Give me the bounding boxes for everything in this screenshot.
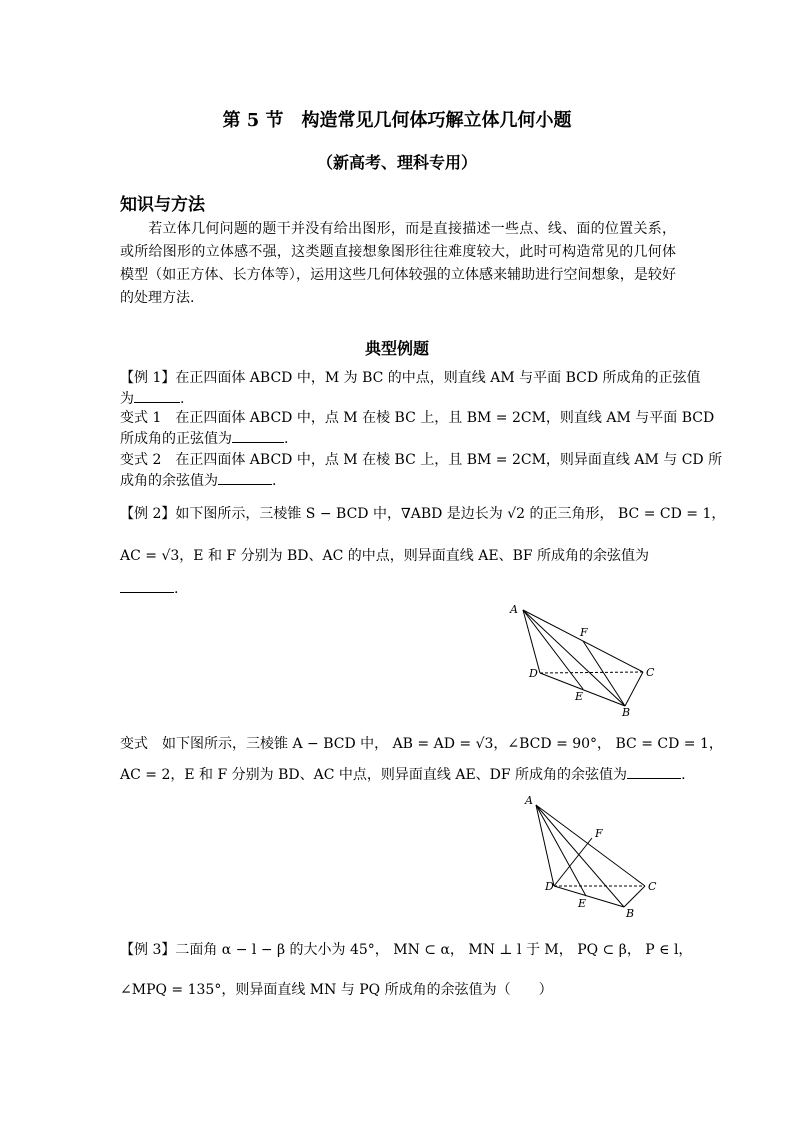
section-heading-examples: 典型例题 [364,339,429,358]
label-D: D [529,667,538,680]
edge-BC [625,672,643,706]
example2-variant-line2: AC = 2，E 和 F 分别为 BD、AC 中点，则异面直线 AE、DF 所成角的余弦值为 . [120,764,686,785]
edge-AE [536,805,586,896]
example2-variant-line2-text: AC = 2，E 和 F 分别为 BD、AC 中点，则异面直线 AE、DF 所成角的余弦值为 [120,767,628,783]
answer-blank [232,428,284,443]
knowledge-paragraph [120,218,676,310]
label-F: F [595,827,603,840]
variant1-line2-text: 所成角的正弦值为 [120,431,232,447]
example2-variant-line1: 变式 如下图所示，三棱锥 A − BCD 中， AB = AD = √3，∠BCD = 90°， BC = CD = 1， [120,736,723,752]
example2-line1: 【例 2】如下图所示，三棱锥 S − BCD 中，∇ABD 是边长为 √2 的正三角形， BC = CD = 1， [120,506,726,522]
edge-AD [523,610,540,673]
label-E: E [575,690,584,703]
label-E: E [578,897,587,910]
label-D: D [545,880,554,893]
section-heading-knowledge: 知识与方法 [120,195,205,215]
edge-DF [554,838,592,886]
pyramid-figure-variant [516,790,666,920]
variant1-line2: 所成角的正弦值为 . [120,428,288,449]
example3-line2: ∠MPQ = 135°，则异面直线 MN 与 PQ 所成角的余弦值为（ ） [120,982,553,998]
edge-DB [554,886,624,907]
label-C: C [648,880,657,893]
variant1-line1: 变式 1 在正四面体 ABCD 中，点 M 在棱 BC 上，且 BM = 2CM，则直线 AM 与平面 BCD [120,410,715,426]
edge-AC [536,805,645,886]
label-A: A [510,603,518,616]
example1-line2-text: 为 [120,391,134,407]
example3-line1: 【例 3】二面角 α − l − β 的大小为 45°， MN ⊂ α， MN ⊥ l 于 M， PQ ⊂ β， P ∈ l， [120,942,693,958]
edge-BC [624,886,645,907]
answer-blank [218,470,272,485]
edge-AD [536,805,554,886]
label-A: A [525,794,533,807]
variant2-line1: 变式 2 在正四面体 ABCD 中，点 M 在棱 BC 上，且 BM = 2CM，则异面直线 AM 与 CD 所 [120,452,723,468]
edge-AB [523,610,625,706]
page-title: 第 5 节 构造常见几何体巧解立体几何小题 [222,110,572,131]
variant2-line2-text: 成角的余弦值为 [120,473,218,489]
example2-line3: . [120,578,178,599]
answer-blank [134,388,180,403]
variant2-line2: 成角的余弦值为 . [120,470,276,491]
example2-line2: AC = √3，E 和 F 分别为 BD、AC 的中点，则异面直线 AE、BF 所成角的余弦值为 [120,548,650,564]
answer-blank [627,764,681,779]
label-F: F [580,626,588,639]
label-B: B [622,706,631,716]
pyramid-figure-example2 [500,598,670,716]
answer-blank [120,578,174,593]
edge-DC-hidden [540,672,643,673]
page-subtitle: （新高考、理科专用） [316,153,477,172]
example1-line1: 【例 1】在正四面体 ABCD 中，M 为 BC 的中点，则直线 AM 与平面 BCD 所成角的正弦值 [120,370,701,386]
example1-line2: 为 . [120,388,184,409]
label-C: C [646,666,655,679]
knowledge-paragraph-text: 若立体几何问题的题干并没有给出图形，而是直接描述一些点、线、面的位置关系，或所给图形的立体感不强，这类题直接想象图形往往难度较大，此时可构造常见的几何体模型（如正方体、长方体等），运用这些几何体较强的立体感来辅助进行空间想象，是较好的处理方法. [120,221,676,306]
edge-BF [583,641,625,706]
label-B: B [626,907,635,920]
